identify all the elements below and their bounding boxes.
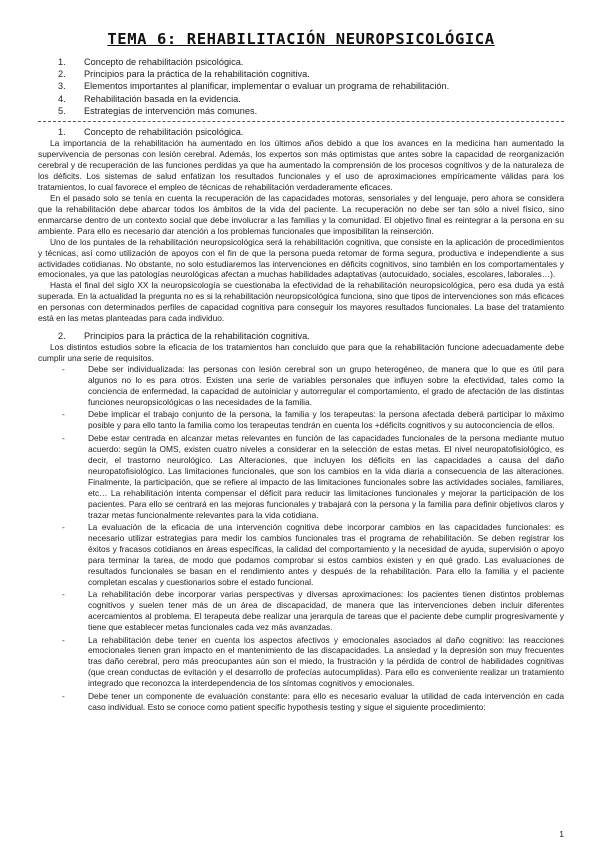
section-1-heading — [38, 126, 564, 138]
toc-item — [58, 56, 564, 68]
section-number: 2. — [58, 331, 66, 342]
list-item-text: Debe ser individualizada: las personas con lesión cerebral son un grupo heterogéneo, de manera que lo que es útil para algunos no lo es para otros. Existen una serie de variables personales que influyen sobre la efectividad, tales como la conciencia de enfermedad, la capacidad de autoiniciar y autorregular el comportamiento, el grado de afectación de las distintas funciones neuropsicológicas o las necesidades de la familia. — [88, 364, 564, 407]
list-item-text: La rehabilitación debe incorporar varias perspectivas y diversas aproximaciones: los pacientes tienen distintos problemas cognitivos y suelen tener más de un área de discapacidad, de manera que las intervenciones deben incluir diferentes acercamientos al problema. El terapeuta debe realizar una jerarquía de tareas que el paciente debe cumplir progresivamente y tiene que establecer metas funcionales cada vez más avanzadas. — [88, 589, 564, 633]
dash-bullet: - — [62, 690, 65, 701]
section-title: Concepto de rehabilitación psicológica. — [84, 127, 244, 138]
dash-bullet: - — [62, 589, 65, 600]
section-number: 1. — [58, 127, 66, 138]
dash-bullet: - — [62, 364, 65, 375]
section-2-heading — [38, 330, 564, 342]
toc-item — [58, 68, 564, 80]
dash-bullet: - — [62, 409, 65, 420]
toc-item — [58, 105, 564, 117]
toc-label: Estrategias de intervención más comunes. — [84, 105, 258, 116]
list-item — [62, 589, 564, 633]
list-item — [62, 364, 564, 408]
toc-item — [58, 80, 564, 92]
list-item — [62, 409, 564, 431]
body-paragraph: En el pasado solo se tenía en cuenta la recuperación de las capacidades motoras, sensoriales y del lenguaje, pero ahora se considera que la rehabilitación debe abarcar todos los ámbitos de la vida del paciente. La recuperación no debe ser tan sólo a nivel físico, sino enmarcarse dentro de un contexto social que debe involucrar a las familias y la comunidad. El objetivo final es reintegrar a la persona en su ambiente. Para ello es necesario dar atención a los problemas funcionales que imposibilitan la reinserción. — [38, 192, 564, 236]
list-item-text: Debe estar centrada en alcanzar metas relevantes en función de las capacidades funcionales de la persona mediante mutuo acuerdo: según la OMS, existen cuatro niveles a considerar en la selección de estas metas. El nivel neuropatofisiológico, es decir, el trastorno neurológico. Las Alteraciones, que incluyen los déficits en las capacidades a causa del daño neuropatofisiológico. Las limitaciones funcionales, que son los cambios en la vida diaria a consecuencia de las alteraciones. Finalmente, la participación, que se refiere al impacto de las limitaciones funcionales sobre las actividades sociales, familiares, etc… La rehabilitación intenta compensar el déficit para reducir las limitaciones funcionales y mejorar la participación de los pacientes. Para ello se centrará en las mejoras funcionales y trabajará con la persona y la familia para definir objetivos claros y trazar metas funcionalmente relevantes para la vida cotidiana. — [88, 432, 564, 520]
body-paragraph: La importancia de la rehabilitación ha aumentado en los últimos años debido a que los avances en la medicina han aumentado la supervivencia de personas con lesión cerebral. Además, los expertos son más optimistas que antes sobre la capacidad de reorganización cerebral y de recuperación de las funciones perdidas ya que ha aumentado la comprensión de los procesos cognitivos y de la naturaleza de los déficits. Los sistemas de salud enfatizan los resultados funcionales y el uso de aproximaciones empíricamente válidas para los tratamientos, lo cual favorece el empleo de técnicas de rehabilitación verdaderamente eficaces. — [38, 138, 564, 192]
toc-label: Concepto de rehabilitación psicológica. — [84, 57, 244, 67]
dash-bullet: - — [62, 634, 65, 645]
toc-number: 4. — [58, 93, 66, 104]
body-paragraph: Hasta el final del siglo XX la neuropsicología se cuestionaba la efectividad de la rehabilitación neuropsicológica, pero esa duda ya está superada. En la actualidad la pregunta no es si la rehabilitación neuropsicológica funciona, sino que tipos de intervenciones son más eficaces en personas con determinados perfiles de capacidad cognitiva para conseguir los mayores resultados funcionales. La base del tratamiento está en las metas planteadas para cada individuo. — [38, 280, 564, 324]
dash-bullet: - — [62, 521, 65, 532]
section-intro: Los distintos estudios sobre la eficacia de los tratamientos han concluido que para que la rehabilitación funcione adecuadamente debe cumplir una serie de requisitos. — [38, 342, 564, 364]
toc-number: 5. — [58, 105, 66, 116]
section-title: Principios para la práctica de la rehabilitación cognitiva. — [84, 331, 310, 342]
list-item — [62, 433, 564, 521]
list-item-text: Debe implicar el trabajo conjunto de la persona, la familia y los terapeutas: la persona afectada deberá participar lo máximo posible y para ello tanto la familia como los terapeutas tendrán en cuenta los +déficits cognitivos y su autoconciencia de ellos. — [88, 409, 564, 431]
list-item-text: La rehabilitación debe tener en cuenta los aspectos afectivos y emocionales asociados al daño cognitivo: las reacciones emocionales tienen gran impacto en el mantenimiento de las discapacidades. La ansiedad y la depresión son muy frecuentes tras daño cerebral, pero más preocupantes aún son el miedo, la frustración y la pérdida de control de habilidades cognitivas (que crean conductas de evitación y el desarrollo de profecías autocumplidas). Para ello es conveniente realizar un tratamiento integrado que reconozca la interdependencia de los síntomas cognitivos y emocionales. — [88, 634, 564, 689]
list-item — [62, 635, 564, 690]
requirements-list — [38, 364, 564, 713]
list-item-text: Debe tener un componente de evaluación constante: para ello es necesario evaluar la utilidad de cada intervención en cada caso individual. Esto se conoce como patient specific hypothesis testing y sigue el siguiente procedimiento: — [88, 690, 564, 712]
page-number: 1 — [559, 829, 564, 839]
list-item — [62, 691, 564, 713]
page-title: TEMA 6: REHABILITACIÓN NEUROPSICOLÓGICA — [107, 30, 495, 48]
table-of-contents — [38, 56, 564, 117]
list-item — [62, 522, 564, 588]
toc-label: Principios para la práctica de la rehabilitación cognitiva. — [84, 69, 310, 80]
list-item-text: La evaluación de la eficacia de una intervención cognitiva debe incorporar cambios en las capacidades funcionales: es necesario utilizar estrategias para medir los cambios funcionales tras el programa de rehabilitación. Se deben registrar los éxitos y fracasos cotidianos en áreas específicas, la calidad del comportamiento y la necesidad de ayuda, supervisión o apoyo para terminar la tarea, de modo que podamos comprobar si estos cambios existen y en qué grado. Las evaluaciones de resultados funcionales se basan en el rendimiento antes y después de la rehabilitación. Para ello la familia y el paciente completan escalas y cuestionarios sobre el estado funcional. — [88, 521, 564, 587]
toc-number: 2. — [58, 69, 66, 80]
toc-number: 1. — [58, 57, 66, 67]
toc-item — [58, 93, 564, 105]
body-paragraph: Uno de los puntales de la rehabilitación neuropsicológica será la rehabilitación cognitiva, que consiste en la aplicación de procedimientos y técnicas, así como utilización de apoyos con el fin de que la persona pueda retomar de forma segura, productiva e independiente a sus actividades cotidianas. No obstante, no solo estudiaremos las intervenciones en déficits cognitivos, sino también en los comportamentales y emocionales, ya que las patologías neurológicas afectan a muchas habilidades adaptativas (autocuidado, sociales, escolares, laborales…). — [38, 236, 564, 280]
toc-number: 3. — [58, 81, 66, 92]
toc-label: Rehabilitación basada en la evidencia. — [84, 93, 241, 104]
toc-label: Elementos importantes al planificar, implementar o evaluar un programa de rehabilitación. — [84, 81, 450, 92]
dashed-divider — [38, 121, 564, 122]
dash-bullet: - — [62, 432, 65, 443]
